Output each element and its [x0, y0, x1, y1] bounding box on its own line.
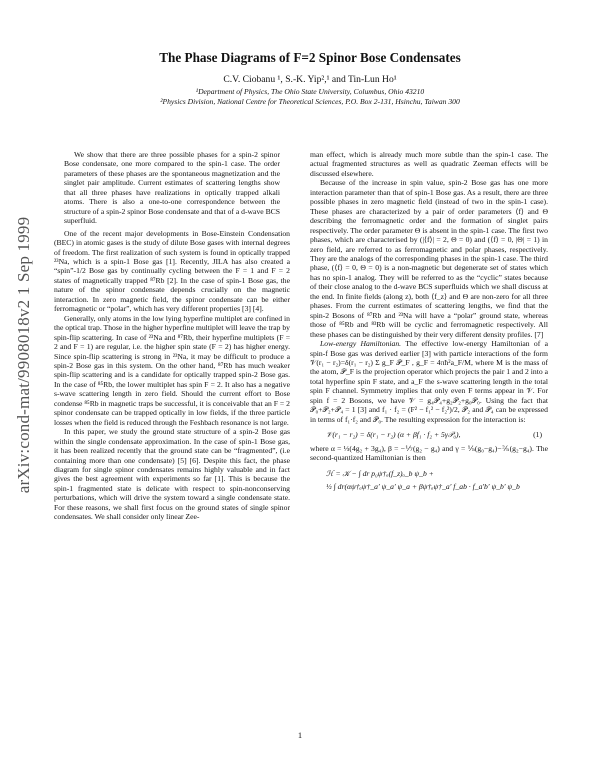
- page-number: 1: [297, 730, 303, 740]
- hamiltonian-paragraph: [310, 339, 548, 424]
- left-column: [54, 150, 290, 522]
- equation-2a: ℋ = 𝒦 − ∫ dr p₀ψ†ₐ(f_z)ₐ_b ψ_b +: [326, 468, 434, 478]
- body-paragraph: man effect, which is already much more subtle than the spin-1 case. The actual fragmented structures as well as quadratic Zeeman effects will be discussed elsewhere.: [310, 150, 548, 178]
- equation-1-number: (1): [533, 430, 542, 440]
- author-list: C.V. Ciobanu ¹, S.-K. Yip²,¹ and Tin-Lun Ho¹: [223, 74, 397, 85]
- body-paragraph: One of the recent major developments in Bose-Einstein Condensation (BEC) in atomic gases is the study of dilute Bose gases with internal degrees of freedom. The first realization of such system is found in optically trapped ²³Na, which is a spin-1 Bose gas [1]. Recently, JILA has also created a “spin”-1/2 Bose gas by continually cycling between the F = 1 and F = 2 states of magnetically trapped ⁸⁷Rb [2]. In the case of spin-1 Bose gas, the nature of the spinor condensate depends crucially on the magnetic interaction. In zero magnetic field, the spinor condensate can be either ferromagnetic or “polar”, which has very different properties [3] [4].: [54, 228, 290, 314]
- body-paragraph: In this paper, we study the ground state structure of a spin-2 Bose gas within the single condensate approximation. In the case of spin-1 Bose gas, it has been realized recently that the ground state can be “fragmented”, (i.e containing more than one condensate) [5] [6]. Despite this fact, the phase diagram for single spinor condensates remains highly valuable and in fact gives the best agreement with experiments so far [1]. This is because the spin-1 fragmented state is delicate with respect to spin-nonconserving perturbations, which will drive the system toward a single condensate state. For these reasons, we shall first focus on the ground states of single spinor condensates. We shall consider only linear Zee-: [54, 427, 290, 522]
- right-column: [310, 150, 548, 495]
- body-paragraph: where α = ⅓(4g₂ + 3g₄), β = −⅐(g₂ − g₄) and γ = ⅕(g₀−g₄)−⅖(g₂−g₄). The second-quantized Hamiltonian is then: [310, 443, 548, 463]
- paper-title: The Phase Diagrams of F=2 Spinor Bose Condensates: [159, 50, 461, 65]
- section-heading: Low-energy Hamiltonian.: [320, 339, 402, 349]
- body-paragraph: Because of the increase in spin value, spin-2 Bose gas has one more interaction parameter than that of spin-1 Bose gas. As a result, there are three possible phases in zero magnetic field (instead of two in the spin-1 case). These phases are characterized by a pair of order parameters ⟨f⟩ and Θ describing the ferromagnetic order and the formation of singlet pairs respectively. The order parameter Θ is absent in the spin-1 case. The first two phases, which are characterised by (|⟨f⟩| = 2, Θ = 0) and (⟨f⟩ = 0, |Θ| = 1) in zero field, are referred to as ferromagnetic and polar phases, respectively. They are the analogs of the corresponding phases in the spin-1 case. The third phase, (⟨f⟩ = 0, Θ = 0) is a non-magnetic but degenerate set of states which has no spin-1 analog. They will be referred to as the “cyclic” states because of their close analog to the d-wave BCS superfluids which we shall discuss at the end. In finite fields (along z), both ⟨f_z⟩ and Θ are non-zero for all three phases. From the current estimates of scattering lengths, we find that the spin-2 Bosons of ⁸⁷Rb and ²³Na will have a “polar” ground state, whereas those of ⁸⁵Rb and ⁸³Rb will be cyclic and ferromagnetic respectively. All these phases can be distinguished by their very different density profiles. [7]: [310, 178, 548, 339]
- affiliations: [60, 87, 560, 106]
- equation-1: [310, 430, 548, 439]
- affiliation-2: ²Physics Division, National Centre for Theoretical Sciences, P.O. Box 2-131, Hsinchu, Taiwan 300: [160, 96, 460, 106]
- equation-2b: ½ ∫ dr(αψ†ₐψ†_a′ ψ_a′ ψ_a + βψ†ₐψ†_a′ f_ab · f_a′b′ ψ_b′ ψ_b: [326, 481, 520, 491]
- hamiltonian-text: The effective low-energy Hamiltonian of a spin-f Bose gas was derived earlier [3] with particle interactions of the form 𝒱(r₁ − r₂)=δ(r₁ − r₂) Σ g_F 𝒫_F , g_F = 4πħ²a_F/M, where M is the mass of the atom, 𝒫_F is the projection operator which projects the pair 1 and 2 into a total hyperfine spin F state, and a_F the s-wave scattering length in the total spin F channel. Symmetry implies that only even F terms appear in 𝒱. For spin f = 2 Bosons, we have 𝒱 = g₄𝒫₄+g₂𝒫₂+g₀𝒫₀. Using the fact that 𝒫₀+𝒫₂+𝒫₄ = 1 [3] and f₁ · f₂ = (F² − f₁² − f₂²)/2, 𝒫₂ and 𝒫₄ can be expressed in terms of f₁·f₂ and 𝒫₀. The resulting expression for the interaction is:: [310, 339, 549, 424]
- equation-1-body: 𝒱(r₁ − r₂) = δ(r₁ − r₂) (α + βf₁ · f₂ + 5γ𝒫₀),: [326, 430, 461, 440]
- arxiv-id: arXiv:cond-mat/9908018v2 1 Sep 1999: [14, 216, 33, 494]
- arxiv-identifier-sidebar: [14, 120, 34, 590]
- body-paragraph: Generally, only atoms in the low lying hyperfine multiplet are confined in the optical trap. Those in the higher hyperfine multiplet will leave the trap by spin-flip scattering. In case of ²³Na and ⁸⁷Rb, their hyperfine multiplets (F = 2 and F = 1) are regular, i.e. the higher spin state (F = 2) has higher energy. Since spin-flip scattering is strong in ²³Na, it may be difficult to produce a spin-2 Bose gas in this system. On the other hand, ⁸⁷Rb has much weaker spin-flip scattering and is a candidate for optically trapped spin-2 Bose gas. In the case of ⁸⁵Rb, the lower multiplet has spin F = 2. It also has a negative s-wave scattering length in zero field. Should the current effort to Bose condense ⁸⁵Rb in magnetic traps be successful, it is conceivable that an F = 2 spinor condensate can be trapped optically in low fields, if the three particle losses when the field is reduced through the Feshbach resonance is not large.: [54, 313, 290, 427]
- affiliation-1: ¹Department of Physics, The Ohio State University, Columbus, Ohio 43210: [195, 87, 425, 96]
- abstract: We show that there are three possible phases for a spin-2 spinor Bose condensate, one more compared to the spin-1 case. The order parameters of these phases are the spontaneous magnetization and the singlet pair amplitude. Current estimates of scattering lengths show that all three phases have realizations in optically trapped alkali atoms. There is also a one-to-one correspondence between the structure of a spin-2 spinor Bose condensate and that of a d-wave BCS superfluid.: [64, 150, 281, 226]
